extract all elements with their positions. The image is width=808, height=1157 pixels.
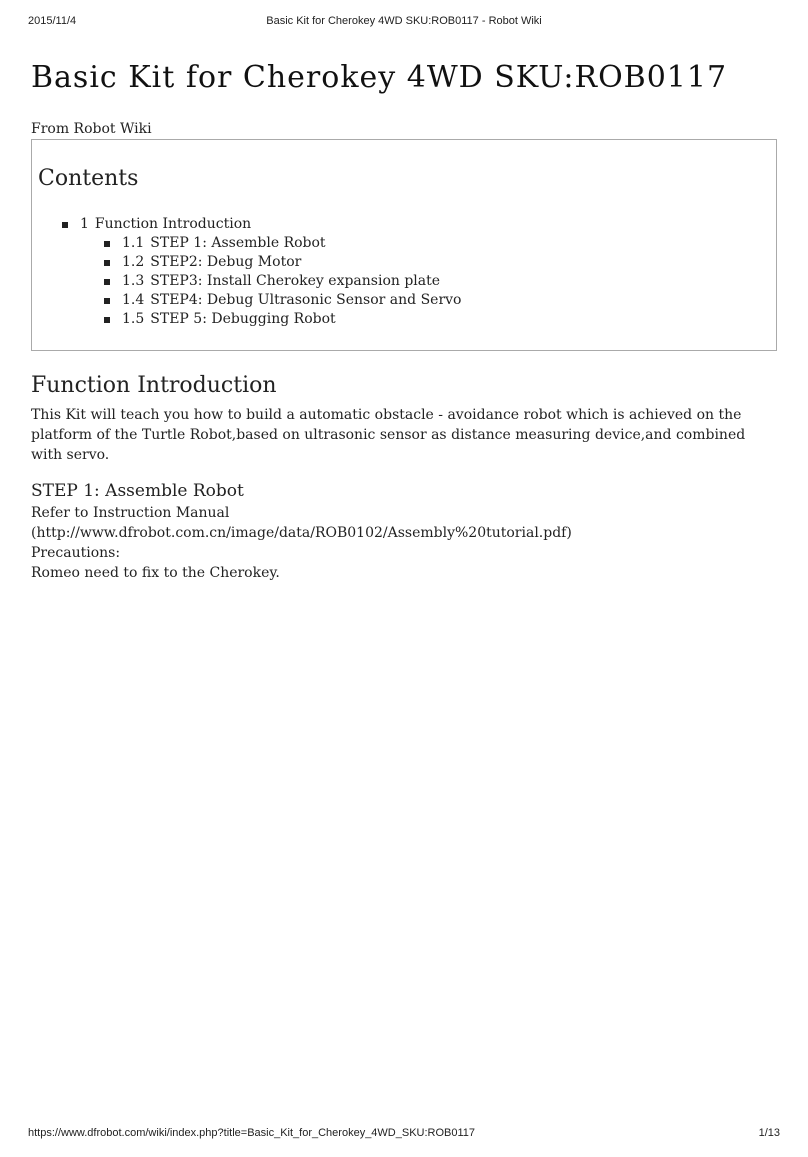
toc-title: Contents bbox=[38, 166, 139, 191]
toc-item-step5[interactable] bbox=[104, 310, 461, 329]
toc-label: Function Introduction bbox=[94, 216, 252, 232]
refer-paragraph bbox=[31, 503, 777, 543]
article-content bbox=[31, 55, 777, 583]
step1-heading: STEP 1: Assemble Robot bbox=[31, 481, 244, 501]
toc-list bbox=[62, 215, 461, 329]
toc-item-step4[interactable] bbox=[104, 291, 461, 310]
toc-number: 1.2 bbox=[122, 254, 145, 270]
toc-label: STEP 5: Debugging Robot bbox=[150, 311, 336, 327]
toc-item-step1[interactable] bbox=[104, 234, 461, 253]
romeo-note: Romeo need to fix to the Cherokey. bbox=[31, 565, 280, 581]
toc-number: 1.4 bbox=[122, 292, 145, 308]
toc-number: 1 bbox=[80, 216, 89, 232]
toc-sublist bbox=[104, 234, 461, 329]
print-page-title: Basic Kit for Cherokey 4WD SKU:ROB0117 - Robot Wiki bbox=[266, 15, 542, 27]
toc-number: 1.1 bbox=[122, 235, 145, 251]
toc-item-step3[interactable] bbox=[104, 272, 461, 291]
toc-label: STEP4: Debug Ultrasonic Sensor and Servo bbox=[150, 292, 462, 308]
intro-paragraph: This Kit will teach you how to build a automatic obstacle - avoidance robot which is achieved on the platform of the Turtle Robot,based on ultrasonic sensor as distance measuring device,and combined with servo. bbox=[31, 407, 746, 463]
print-date: 2015/11/4 bbox=[28, 15, 77, 27]
toc-label: STEP2: Debug Motor bbox=[150, 254, 302, 270]
from-line: From Robot Wiki bbox=[31, 121, 152, 137]
manual-link[interactable]: (http://www.dfrobot.com.cn/image/data/ROB0102/Assembly%20tutorial.pdf) bbox=[31, 525, 572, 541]
page-number: 1/13 bbox=[758, 1127, 780, 1139]
toc-label: STEP 1: Assemble Robot bbox=[150, 235, 326, 251]
toc-number: 1.3 bbox=[122, 273, 145, 289]
print-footer bbox=[28, 1127, 780, 1143]
section-heading-function-introduction: Function Introduction bbox=[31, 373, 277, 398]
print-header bbox=[28, 15, 780, 31]
toc-number: 1.5 bbox=[122, 311, 145, 327]
refer-text: Refer to Instruction Manual bbox=[31, 505, 230, 521]
table-of-contents bbox=[31, 139, 777, 351]
toc-label: STEP3: Install Cherokey expansion plate bbox=[150, 273, 441, 289]
page-title: Basic Kit for Cherokey 4WD SKU:ROB0117 bbox=[31, 60, 728, 95]
precautions-label: Precautions: bbox=[31, 545, 121, 561]
toc-item-step2[interactable] bbox=[104, 253, 461, 272]
toc-item-function-introduction[interactable] bbox=[62, 215, 461, 329]
print-url: https://www.dfrobot.com/wiki/index.php?title=Basic_Kit_for_Cherokey_4WD_SKU:ROB0117 bbox=[28, 1127, 476, 1139]
